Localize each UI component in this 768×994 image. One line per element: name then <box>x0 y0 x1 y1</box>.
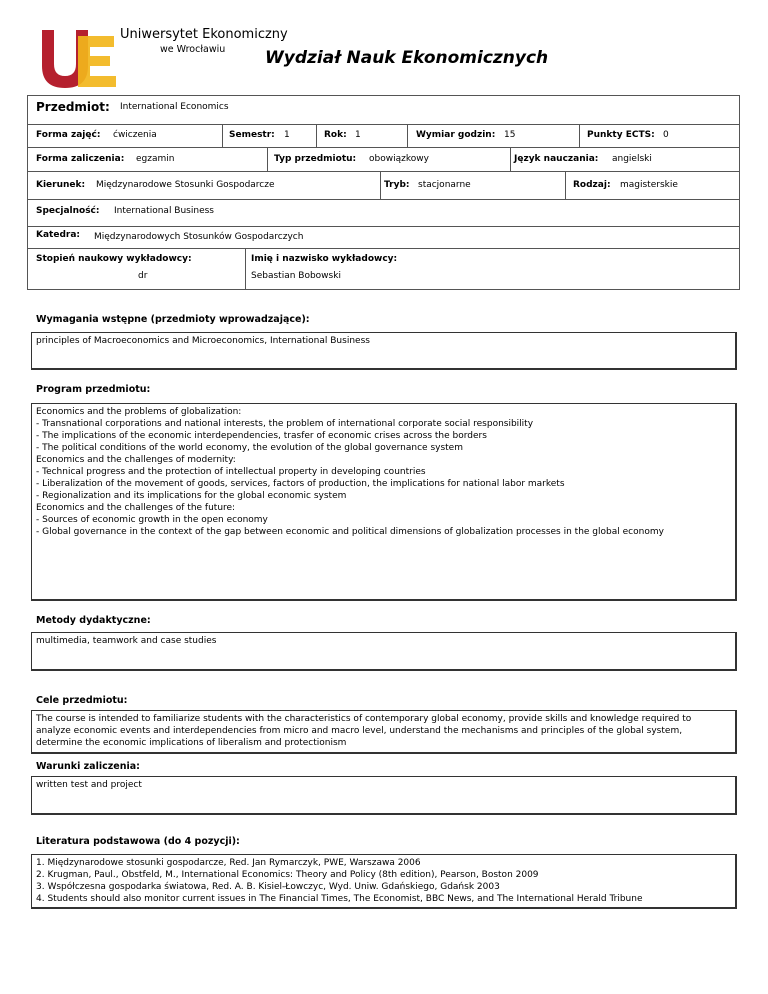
rodzaj-value: magisterskie <box>620 180 678 190</box>
jezyk-label: Język nauczania: <box>514 154 599 164</box>
przedmiot-value: International Economics <box>120 102 229 112</box>
literatura-item: 2. Krugman, Paul., Obstfeld, M., International Economics: Theory and Policy (8th edition), Pearson, Boston 2009 <box>36 870 539 880</box>
semestr-label: Semestr: <box>229 130 275 140</box>
rok-value: 1 <box>355 130 361 140</box>
kierunek-value: Międzynarodowe Stosunki Gospodarcze <box>96 180 275 190</box>
katedra-label: Katedra: <box>36 230 81 240</box>
stopien-value: dr <box>138 271 148 281</box>
warunki-box <box>31 776 737 815</box>
program-line: - Liberalization of the movement of goods, services, factors of production, the implications for national labor markets <box>36 479 565 489</box>
literatura-item: 1. Międzynarodowe stosunki gospodarcze, Red. Jan Rymarczyk, PWE, Warszawa 2006 <box>36 858 421 868</box>
literatura-item: 3. Współczesna gospodarka światowa, Red. A. B. Kisiel-Łowczyc, Wyd. Uniw. Gdańskiego, Gdańsk 2003 <box>36 882 500 892</box>
faculty-title: Wydział Nauk Ekonomicznych <box>265 48 549 68</box>
ects-label: Punkty ECTS: <box>587 130 655 140</box>
program-line: Economics and the challenges of the future: <box>36 503 236 513</box>
forma-zajec-label: Forma zajęć: <box>36 130 101 140</box>
metody-title: Metody dydaktyczne: <box>36 615 151 626</box>
rodzaj-label: Rodzaj: <box>573 180 611 190</box>
program-line: Economics and the challenges of modernity: <box>36 455 236 465</box>
katedra-value: Międzynarodowych Stosunków Gospodarczych <box>94 232 304 242</box>
literatura-title: Literatura podstawowa (do 4 pozycji): <box>36 836 240 847</box>
tryb-label: Tryb: <box>384 180 410 190</box>
tryb-value: stacjonarne <box>418 180 471 190</box>
cele-line: determine the economic implications of liberalism and protectionism <box>36 738 347 748</box>
program-box <box>31 403 737 601</box>
university-city: we Wrocławiu <box>160 44 226 55</box>
cele-line: The course is intended to familiarize students with the characteristics of contemporary global economy, provide skills and knowledge required to <box>36 714 692 724</box>
university-logo <box>38 22 128 92</box>
typ-przedmiotu-label: Typ przedmiotu: <box>274 154 357 164</box>
rok-label: Rok: <box>324 130 347 140</box>
wymiar-value: 15 <box>504 130 516 140</box>
program-line: - Transnational corporations and national interests, the problem of international corporate social responsibility <box>36 419 534 429</box>
wymagania-box <box>31 332 737 370</box>
forma-zaliczenia-label: Forma zaliczenia: <box>36 154 125 164</box>
cele-box <box>31 710 737 754</box>
ects-value: 0 <box>663 130 669 140</box>
wymagania-text: principles of Macroeconomics and Microeconomics, International Business <box>36 336 370 346</box>
wymiar-label: Wymiar godzin: <box>416 130 496 140</box>
stopien-label: Stopień naukowy wykładowcy: <box>36 254 192 264</box>
metody-text: multimedia, teamwork and case studies <box>36 636 217 646</box>
program-title: Program przedmiotu: <box>36 384 151 395</box>
jezyk-value: angielski <box>612 154 652 164</box>
program-line: - Technical progress and the protection of intellectual property in developing countries <box>36 467 426 477</box>
cele-title: Cele przedmiotu: <box>36 695 128 706</box>
program-line: - The implications of the economic interdependencies, trasfer of economic crises across the borders <box>36 431 487 441</box>
warunki-title: Warunki zaliczenia: <box>36 761 140 772</box>
imie-label: Imię i nazwisko wykładowcy: <box>251 254 398 264</box>
metody-box <box>31 632 737 671</box>
przedmiot-label: Przedmiot: <box>36 100 110 114</box>
literatura-item: 4. Students should also monitor current issues in The Financial Times, The Economist, BBC News, and The International Herald Tribune <box>36 894 643 904</box>
university-name: Uniwersytet Ekonomiczny <box>120 27 288 42</box>
kierunek-label: Kierunek: <box>36 180 86 190</box>
literatura-box <box>31 854 737 909</box>
cele-line: analyze economic events and interdependencies from micro and macro level, understand the mechanisms and principles of the global system, <box>36 726 683 736</box>
imie-value: Sebastian Bobowski <box>251 271 341 281</box>
warunki-text: written test and project <box>36 780 142 790</box>
forma-zaliczenia-value: egzamin <box>136 154 175 164</box>
specjalnosc-label: Specjalność: <box>36 206 100 216</box>
program-line: Economics and the problems of globalization: <box>36 407 242 417</box>
specjalnosc-value: International Business <box>114 206 214 216</box>
program-line: - Global governance in the context of the gap between economic and political dimensions of globalization processes in the global economy <box>36 527 664 537</box>
program-line: - Regionalization and its implications for the global economic system <box>36 491 347 501</box>
semestr-value: 1 <box>284 130 290 140</box>
program-line: - The political conditions of the world economy, the evolution of the global governance system <box>36 443 463 453</box>
typ-przedmiotu-value: obowiązkowy <box>369 154 429 164</box>
program-line: - Sources of economic growth in the open economy <box>36 515 268 525</box>
wymagania-title: Wymagania wstępne (przedmioty wprowadzające): <box>36 314 310 325</box>
forma-zajec-value: ćwiczenia <box>113 130 157 140</box>
